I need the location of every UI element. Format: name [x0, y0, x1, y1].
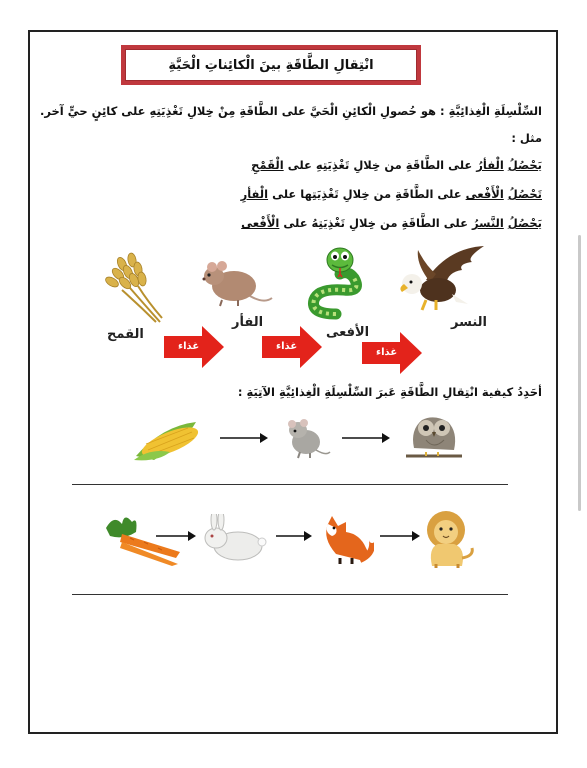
food-arrow-3-label: غذاء	[376, 347, 398, 358]
example-2-object: الْفأرِ	[240, 187, 269, 201]
example-3-before: يَحْصُلُ	[507, 216, 542, 230]
wheat-image	[100, 252, 166, 324]
answer-line-2[interactable]	[72, 594, 508, 595]
corn-image	[132, 416, 212, 464]
example-3-subject: النَّسرُ	[471, 216, 504, 230]
example-2-subject: الْأَفْعى	[465, 187, 504, 201]
fox-image	[316, 514, 374, 564]
title-inner	[125, 49, 417, 81]
mouse-small-image	[278, 418, 332, 460]
example-3-object: الْأَفْعى	[241, 216, 280, 230]
example-line-1	[251, 158, 542, 172]
page-title: انْتِقالِ الطَّاقَةِ بينَ الْكائِناتِ الْحَيَّةِ	[168, 57, 374, 73]
example-1-subject: الْفأرُ	[476, 158, 504, 172]
task-instruction: أحَدِدُ كيفية انْتِقالِ الطَّاقَةِ عَبرَ السِّلْسِلَةِ الْغِذائِيَّةِ الآتِيَةِ :	[237, 385, 542, 399]
owl-image	[404, 410, 464, 460]
example-line-3	[241, 216, 542, 230]
food-arrow-1-label: غذاء	[178, 341, 200, 352]
chain1-arrow-2	[342, 432, 390, 444]
mouse-image	[200, 258, 274, 310]
page-frame	[28, 30, 558, 734]
example-1-object: الْقَمْحِ	[251, 158, 284, 172]
chain1-arrow-1	[220, 432, 268, 444]
rabbit-image	[200, 514, 270, 564]
chain-label-eagle: النسر	[451, 315, 487, 330]
definition-line	[40, 104, 542, 118]
example-1-before: يَحْصُلُ	[507, 158, 542, 172]
example-3-middle: على الطَّاقَةِ من خِلالِ تَغْذِيَتِهُ على	[283, 216, 468, 230]
title-box	[121, 45, 421, 85]
chain-label-mouse: الفأر	[232, 315, 264, 330]
example-line-2	[241, 187, 542, 201]
definition-text: هو حُصولِ الْكائِنِ الْحَيَّ على الطَّاقَةِ مِنْ خِلالِ تَغْذِيَتِهِ على كائِنٍ حيٍّ آخر.	[39, 104, 437, 118]
answer-line-1[interactable]	[72, 484, 508, 485]
example-2-middle: على الطَّاقَةِ من خِلالِ تَغْذِيَتِها على	[272, 187, 462, 201]
example-1-middle: على الطَّاقَةِ من خِلالِ تَغْذِيَتِهِ على	[287, 158, 473, 172]
chain-label-snake: الأفعى	[326, 325, 370, 340]
eagle-image	[396, 244, 486, 314]
lion-image	[418, 508, 476, 568]
chain2-arrow-3	[380, 530, 420, 542]
food-arrow-2-label: غذاء	[276, 341, 298, 352]
chain-label-wheat: القمح	[107, 327, 144, 342]
example-2-before: تَحْصُلُ	[507, 187, 542, 201]
definition-term: السِّلْسِلَةِ الْغِذائِيَّةِ :	[440, 104, 542, 118]
chain2-arrow-2	[276, 530, 312, 542]
example-label: مثل :	[511, 131, 542, 145]
chain2-arrow-1	[156, 530, 196, 542]
vertical-scrollbar[interactable]	[578, 235, 581, 511]
snake-image	[304, 244, 368, 324]
